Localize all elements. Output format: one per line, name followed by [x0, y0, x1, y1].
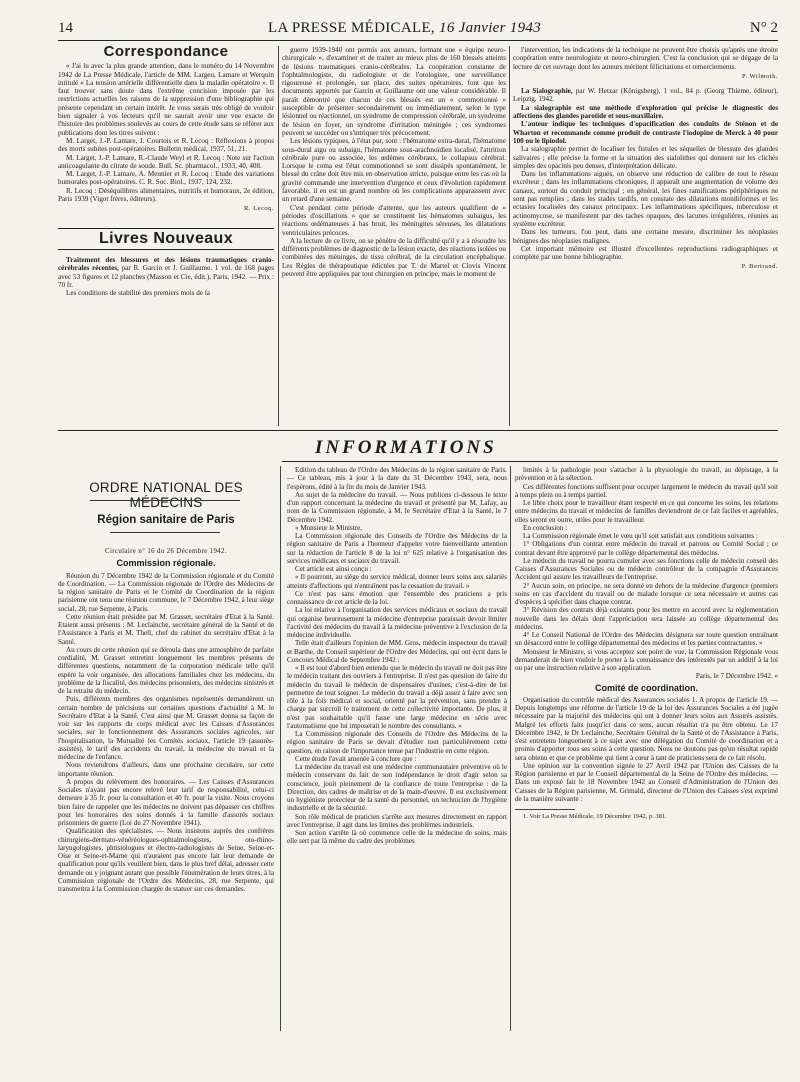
book2-paragraph: La sialographie permet de localiser les fistules et les séquelles de blessure des glandes salivaires ; elle précise la forme et la situation des sialolithes qui donnent sur les clichés simples des opacités peu denses, d'interprétation délicate.	[513, 145, 778, 170]
correspondance-column	[58, 46, 274, 297]
journal-title	[268, 20, 541, 37]
review-paragraph: Les lésions typiques, à l'état pur, sont : l'hématome extra-dural, l'hématome sous-dural aigu ou subaigu, l'hématome sous-arachnoïdien localisé, l'attrition cérébrale pure ou associée, les œdèmes cérébraux, le collapsus cérébral. Lorsque le coma est l'état commotionnel se sont dissipés spontanément, le blessé du crâne doit être mis en observation stricte, puisque entre les cas où la gravité commande une intervention d'urgence et ceux d'évolution rapidement favorable, il en est un grand nombre où les complications apparaissent avec un retard d'une semaine.	[282, 137, 506, 204]
commission-body	[58, 572, 274, 894]
rapport-date: Paris, le 7 Décembre 1942. »	[695, 672, 778, 681]
footnote-rule	[515, 809, 575, 810]
column-divider	[509, 46, 510, 426]
informations-column-1	[58, 548, 274, 1023]
section-band-rule	[58, 430, 778, 431]
info-paragraph: « Il est tout d'abord bien entendu que le médecin du travail ne doit pas être le médecin traitant des ouvriers à l'entreprise. Il n'est pas question de faire du médecin du travail le médecin de dispensaires d'usines, c'est-à-dire de lui permettre de tout soigner. Le médecin du travail a déjà assez à faire avec son rôle à la fois médical et social, orienté par la prévention, sans prendre à charge par surcroît le traitement de cette collectivité importante. De plus, il n'est pas souhaitable qu'il fasse une large médecine en série avec l'automatisme que lui imposerait le nombre des consultants. »	[287, 664, 507, 730]
info-paragraph: Cette étude l'avait amenée à conclure que :	[295, 754, 417, 763]
info-paragraph: Le médecin du travail ne pourra cumuler avec ses fonctions celle de médecin conseil des Caisses d'Assurances Sociales ou de médecin contrôleur de la compagnie d'Assurances Accident qui assure les travailleurs de l'entreprise.	[515, 556, 778, 582]
info-paragraph: Au cours de cette réunion qui se déroula dans une atmosphère de parfaite cordialité, M. Grasset entretint longuement les membres présents de différentes questions, notamment de la corporation médicale telle qu'il espère la voir organisée, des allocations familiales chez les médecins, du problème de la fiscalité, des médecins prisonniers, des médecins sinistrés et de la retraite du médecin.	[58, 645, 274, 695]
ordre-heading: ORDRE NATIONAL DES MÉDECINS	[89, 480, 243, 510]
page-number: 14	[58, 20, 73, 36]
coordination-paragraph: Organisation du contrôle médical des Assurances sociales 1. A propos de l'article 19. — Depuis longtemps une réforme de l'article 19 de la loi des Assurances Sociales a été jugée nécessaire par la majorité des médecins qui ont à donner leurs soins aux Assurés assistés. Malgré les efforts faits jusqu'ici dans ce sens, aucun résultat n'a pu être obtenu. Le 17 Décembre 1942, le Dr Leclainche, Secrétaire Général de la Santé et de l'Assistance à Paris, s'est entretenu longuement à ce sujet avec une délégation du Comité de coordination et a promis d'apporter tous ses soins à cette question. Nous ne doutons pas qu'un résultat rapide sera obtenu et que ce problème qui tient à cœur à tant de praticiens sera de ce fait résolu.	[515, 695, 778, 762]
book2-signature: P. Bertrand.	[741, 263, 778, 271]
info-paragraph: Son rôle médical de praticien s'arrête aux mesures directement en rapport avec l'entreprise, il agit dans les limites des problèmes industriels.	[287, 812, 507, 829]
book2-title: La Sialographie,	[521, 87, 573, 96]
info-paragraph: Monsieur le Ministre, si vous acceptez son point de vue, la Commission Régionale vous demanderait de bien vouloir le porter à la connaissance des intéressés par un additif à la loi ou par une instruction relative à son application.	[515, 647, 778, 672]
book2-body	[513, 145, 778, 261]
header-rule	[58, 40, 778, 41]
info-paragraph: Ce n'est pas sans émotion que l'ensemble des praticiens a pris connaissance de cet article de la loi.	[287, 589, 507, 606]
column-divider	[278, 46, 279, 426]
correspondance-paragraph: R. Lecoq : Déséquilibres alimentaires, nutritifs et humoraux, 2e édition, Paris 1939 (Vigot frères, éditeurs).	[58, 186, 274, 204]
region-heading: Région sanitaire de Paris	[97, 514, 235, 526]
region-rule	[110, 532, 220, 533]
correspondance-paragraph: « J'ai lu avec la plus grande attention, dans le numéro du 14 Novembre 1942 de La Presse Médicale, l'article de MM. Largeu, Lamare et Werquin intitulé « La tension artérielle différentielle dans la maladie opératoire ». Il faut trouver sans doute dans l'extrême concision imposée par les restrictions actuelles les raisons de la suppression d'une bibliographie qui présente cependant un certain intérêt. Je vous serais très obligé de vouloir bien signaler à vos lecteurs qu'il ne saurait avoir une vue exacte de l'histoire des problèmes soulevés au cours de cette étude sans se référer aux publications dont les titres suivent :	[58, 62, 274, 137]
info-paragraph: limités à la pathologie pour s'attacher à la physiologie du travail, au dépistage, à la prévention et à la sélection.	[515, 466, 778, 483]
review-signature: P. Wilmoth.	[741, 72, 778, 80]
book-review-column	[282, 46, 506, 278]
correspondance-body	[58, 62, 274, 203]
book2-paragraph: Cet important mémoire est illustré d'excellentes reproductions radiographiques et complété par une bonne bibliographie.	[513, 244, 778, 262]
info-paragraph: « Il pourront, au siège du service médical, donner leurs soins aux salariés atteints d'affections qui n'entraînent pas la cessation du travail. »	[287, 573, 507, 590]
info-paragraph: En conclusion :	[523, 523, 568, 532]
coordination-body	[515, 696, 778, 803]
commission-heading: Commission régionale.	[116, 558, 216, 569]
footnote: 1. Voir La Presse Médicale, 19 Décembre 1942, p. 381.	[523, 813, 667, 820]
informations-title: INFORMATIONS	[315, 437, 497, 458]
column-divider	[510, 466, 511, 1031]
info-paragraph: Puis, différents membres des organismes représentés demandèrent un certain nombre de précisions sur certaines questions d'actualité à M. le Secrétaire d'Etat à la Santé. C'est ainsi que M. Grasset donna sa façon de voir sur les rapports du corps médical avec les Caisses d'Assurances sociales, sur le fonctionnement des Assurances sociales agricoles, sur l'hospitalisation, la Mutualité les Comités sociaux, l'article 19 (assurés-assistés), le tarif des accidents du travail, la médecine du travail et la médecine de l'enfance.	[58, 695, 274, 761]
book-review-body	[282, 46, 506, 278]
book-review-start: Les conditions de stabilité des premiers mois de la	[66, 289, 210, 298]
issue-number: N° 2	[749, 20, 778, 36]
info-paragraph: Cette réunion était présidée par M. Grasset, secrétaire d'Etat à la Santé. Etaient aussi présents : M. Leclainche, secrétaire général de la Santé et de l'Assistance à Paris et M. Thell, chef du cabinet du secrétaire d'Etat à la Santé.	[58, 612, 274, 646]
info-paragraph: 1° Obligations d'un contrat entre médecin du travail et patrons ou Comité Social ; ce contrat devant être approuvé par le collège départemental des médecins.	[515, 540, 778, 557]
book2-meta: par W. Hetzar (Königsberg), 1 vol., 84 p. (Georg Thieme, éditeur), Leipzig, 1942.	[513, 87, 778, 104]
book-meta: par R. Garcin et J. Guillaume. 1 vol. de 168 pages avec 53 figures et 12 planches (Masson et Cie, édit.), Paris, 1942. — Prix : 70 fr.	[58, 264, 274, 289]
correspondance-paragraph: M. Larget, J.-P. Lamare, R.-Claude Weyl et R. Lecoq : Note sur l'action anticoagulante du citrate de soude. Bull. Sc. pharmacol., 1933, 40, 408.	[58, 153, 274, 170]
issue-date: 16 Janvier 1943	[439, 20, 542, 36]
section-rule	[58, 228, 274, 229]
medecine-travail-body	[287, 466, 507, 846]
info-paragraph: Qualification des spécialistes. — Nous insistons auprès des confrères chirurgiens-dermato-vénéréologues-ophtalmologistes, oto-rhino-laryngologistes, phtisiologues et électro-radiologistes de Seine, Seine-et-Oise et Seine-et-Marne qui n'auraient pas encore fait leur demande de qualification pour qu'ils veuillent bien, dans le plus bref délai, adresser cette demande ou y joignant autant que possible l'énumération de leurs titres, à la Commission régionale de l'Ordre des Médecins, 28, rue Serpente, qui transmettra à la Commission chargée de statuer sur ces demandes.	[58, 827, 274, 893]
informations-column-2	[287, 466, 507, 1026]
info-paragraph: La Commission régionale émet le vœu qu'il soit satisfait aux conditions suivantes :	[523, 532, 758, 540]
info-paragraph: Réunion du 7 Décembre 1942 de la Commission régionale et du Comité de Coordination. — La Commission régionale de l'Ordre des Médecins de la région sanitaire de Paris et le Comité de Coordination de la région parisienne ont tenu une réunion commune, le 7 Décembre 1942, à leur siège social, 28, rue Serpente, à Paris.	[58, 571, 274, 613]
info-paragraph: 3° Révision des contrats déjà existants pour les mettre en accord avec la réglementation nouvelle dans les délais dont l'appréciation sera laissée au collège départemental des médecins.	[515, 606, 778, 631]
ordre-rule	[90, 500, 240, 501]
info-paragraph: Au sujet de la médecine du travail. — Nous publions ci-dessous le texte d'un rapport concernant la médecine du travail et présenté par M. Lafay, au nom de la Commission régionale, à M. le Secrétaire d'Etat à la Santé, le 7 Décembre 1942.	[287, 490, 507, 524]
correspondance-paragraph: M. Larget, J.-P. Lamare, J. Courtois et R. Lecoq : Réflexions à propos des morts subites post-opératoires. Bulletin médical, 1937, 51, 21.	[58, 136, 274, 154]
circulaire-line: Circulaire n° 16 du 26 Décembre 1942.	[105, 548, 227, 555]
info-paragraph: 4° Le Conseil National de l'Ordre des Médecins désignera sur toute question entraînant un désaccord entre le collège départemental des médecins et les parties contractantes. »	[515, 631, 778, 648]
book-review-column-right	[513, 46, 778, 272]
journal-name: LA PRESSE MÉDICALE,	[268, 20, 435, 36]
informations-column-3	[515, 466, 778, 1026]
info-paragraph: La Commission régionale des Conseils de l'Ordre des Médecins de la région sanitaire de Paris a l'honneur d'appeler votre bienveillante attention sur la rédaction de l'article 8 de la loi n° 625 relative à l'organisation des services médicaux et sociaux du travail.	[287, 532, 507, 565]
info-paragraph: « Monsieur le Ministre,	[295, 523, 362, 532]
book2-paragraph: Dans les inflammations aiguës, on observe une réduction de calibre de tout le réseau excréteur ; dans les inflammations chroniques, il apparaît une augmentation de volume des canaux, surtout du conduit principal ; en général, les fines ramifications périphériques ne sont pas remplies ; dans les stades tardifs, on constate des dilatations moniliformes et les ectasies localisées des canaux principaux. Les inflammations spécifiques, tuberculose et actinomycose, se manifestent par des taches opaques, des lacunes irrégulières, réunies au système excréteur.	[513, 170, 778, 228]
info-paragraph: A propos du relèvement des honoraires. — Les Caisses d'Assurances Sociales n'ayant pas encore relevé leur tarif de responsabilité, celui-ci demeure à 35 fr. pour la consultation et 40 fr. pour la visite. Nous croyons bien faire de rappeler que les médecins ne doivent pas dépasser ces chiffres pour les honoraires des soins donnés à la famille d'assurés sociaux prisonniers de guerre (Loi du 27 Novembre 1941).	[58, 777, 274, 827]
book-title: Traitement des blessures et des lésions traumatiques cranio-cérébrales récentes,	[58, 255, 274, 273]
review-paragraph: C'est pendant cette période d'attente, que les auteurs qualifient de « périodes d'oscillations » que se constituent les hématomes subaigus, les réactions œdémateuses à bas bruit, les méningites séreuses, les dilatations ventriculaires précoces.	[282, 203, 506, 237]
info-paragraph: Nous reviendrons d'ailleurs, dans une prochaine circulaire, sur cette importante réunion.	[58, 761, 274, 778]
review-paragraph: A la lecture de ce livre, on se pénètre de la difficulté qu'il y a à résoudre les différents problèmes de diagnostic de la lésion exacte, des réactions isolées ou combinées des méninges, du tissu cérébral, de la circulation encéphalique. Les Règles de thérapeutique édictées par T. de Martel et Clovis Vincent peuvent être appliquées par tout chirurgien en principe, mais le moment de	[282, 236, 506, 279]
coordination-heading: Comité de coordination.	[594, 682, 698, 693]
page-header	[58, 20, 778, 42]
info-paragraph: Cet article est ainsi conçu :	[295, 565, 372, 573]
section-rule	[58, 249, 274, 250]
book2-paragraph: Dans les tumeurs, l'on peut, dans une certaine mesure, discriminer les néoplasies bénignes des néoplasies malignes.	[513, 228, 778, 245]
review-paragraph: l'intervention, les indications de la technique ne peuvent être choisis qu'après une étroite coopération entre neurologiste et neuro-chirurgien. C'est la conclusion qui se dégage de la lecture de cet ouvrage dont les auteurs méritent félicitations et remerciements.	[513, 46, 778, 71]
info-paragraph: Son action s'arrête là où commence celle de la médecine de soins, mais elle sert par là même du cadre des problèmes	[287, 829, 507, 846]
book-review-end	[513, 46, 778, 71]
book2-highlight: La sialographie est une méthode d'exploration qui précise le diagnostic des affections des glandes parotide et sous-maxillaire.	[513, 103, 778, 121]
column-divider	[280, 466, 281, 1031]
review-paragraph: guerre 1939-1940 ont permis aux auteurs, formant une « équipe neuro-chirurgicale », d'examiner et de traiter au mieux plus de 160 blessés atteints de lésions traumatiques cranio-cérébrales. La coopération constante de l'ophtalmologiste, du radiologiste et de l'otologiste, une surveillance rigoureuse et prolongée, sur place, des suites opératoires, font que les documents apportés par Garcin et Guillaume ont une valeur considérable. Il paraît démontré que chacun de ces blessés est un « commotionné » susceptible de présenter secondairement ou immédiatement, selon le type lésionnel ou réactionnel, un syndrome de compression cérébrale, un syndrome de lésion en foyer, un syndrome d'irritation méningée ; ces syndromes peuvent se succéder ou s'intriquer très précocement.	[282, 46, 506, 137]
coordination-paragraph: Une opinion sur la convention signée le 27 Avril 1942 par l'Union des Caisses de la Région parisienne et par le Conseil départemental de la Seine de l'Ordre des médecins. — Dans un exposé fait le 18 Novembre 1942 au Conseil d'Administration de l'Union des Caisses de la Région parisienne, M. Grimald, directeur de l'Union des Caisses s'est exprimé de la manière suivante :	[515, 761, 778, 803]
informations-rule	[282, 461, 778, 462]
correspondance-signature: R. Lecoq.	[244, 205, 274, 213]
correspondance-title: Correspondance	[103, 46, 229, 60]
book2-highlight: L'auteur indique les techniques d'opacification des conduits de Sténon et de Wharton et recommande comme produit de contraste l'iodopine de Merck à 40 pour 100 ou le lipiodol.	[513, 120, 778, 145]
livres-title: Livres Nouveaux	[98, 229, 234, 247]
info-paragraph: La médecine du travail est une médecine communautaire préventive où le médecin conservant du fait de son indépendance le droit d'agir selon sa conscience, jouit pleinement de la confiance de toute l'entreprise : de la Direction, des cadres de maîtrise et de la main-d'œuvre. Il est exclusivement un hygiéniste protecteur de la santé du personnel, un technicien de l'hygiène industrielle et de la sécurité.	[287, 763, 507, 813]
info-paragraph: Le libre choix pour le travailleur étant respecté en ce qui concerne les soins, les relations entre médecins du travail et médecins de familles deviendront de ce fait faciles et agréables, elles seront en outre, utiles pour le travailleur.	[515, 499, 778, 524]
info-paragraph: Telle était d'ailleurs l'opinion de MM. Gros, médecin inspecteur du travail et Barthe, du Conseil supérieur de l'Ordre des Médecins, qui ont écrit dans le Concours Médical de Septembre 1942 :	[287, 639, 507, 664]
info-paragraph: La loi relative à l'organisation des services médicaux et sociaux du travail qui organise heureusement la médecine d'entreprise paraissait devoir limiter l'activité des médecins du travail à la médecine préventive à l'exclusion de la médecine individuelle.	[287, 606, 507, 639]
info-paragraph: 2° Aucun soin, en principe, ne sera donné en dehors de la médecine d'urgence (premiers soins en cas d'accident du travail ou de malade lorsque ce sera nécessaire et autres cas d'espèces à spécifier dans chaque contrat.	[515, 581, 778, 606]
info-paragraph: Ces différentes fonctions suffisent pour occuper largement le médecin du travail qu'il soit à temps plein ou à temps partiel.	[515, 482, 778, 499]
info-paragraph: Edition du tableau de l'Ordre des Médecins de la région sanitaire de Paris. — Ce tableau, mis à jour à la date du 31 Décembre 1943, sera, nous l'espérons, édité à la fin du mois de Janvier 1943.	[287, 466, 507, 491]
rapport-conclusion	[515, 466, 778, 672]
info-paragraph: La Commission régionale des Conseils de l'Ordre des Médecins de la région sanitaire de Paris se devait d'étudier tout particulièrement cette question, en raison de l'importance tenue par l'industrie en cette région.	[287, 730, 507, 755]
correspondance-paragraph: M. Larget, J.-P. Lamare, A. Meunier et R. Lecoq : Etude des variations humorales post-opératoires. C. R. Soc. Biol., 1937, 124, 232.	[58, 170, 274, 187]
